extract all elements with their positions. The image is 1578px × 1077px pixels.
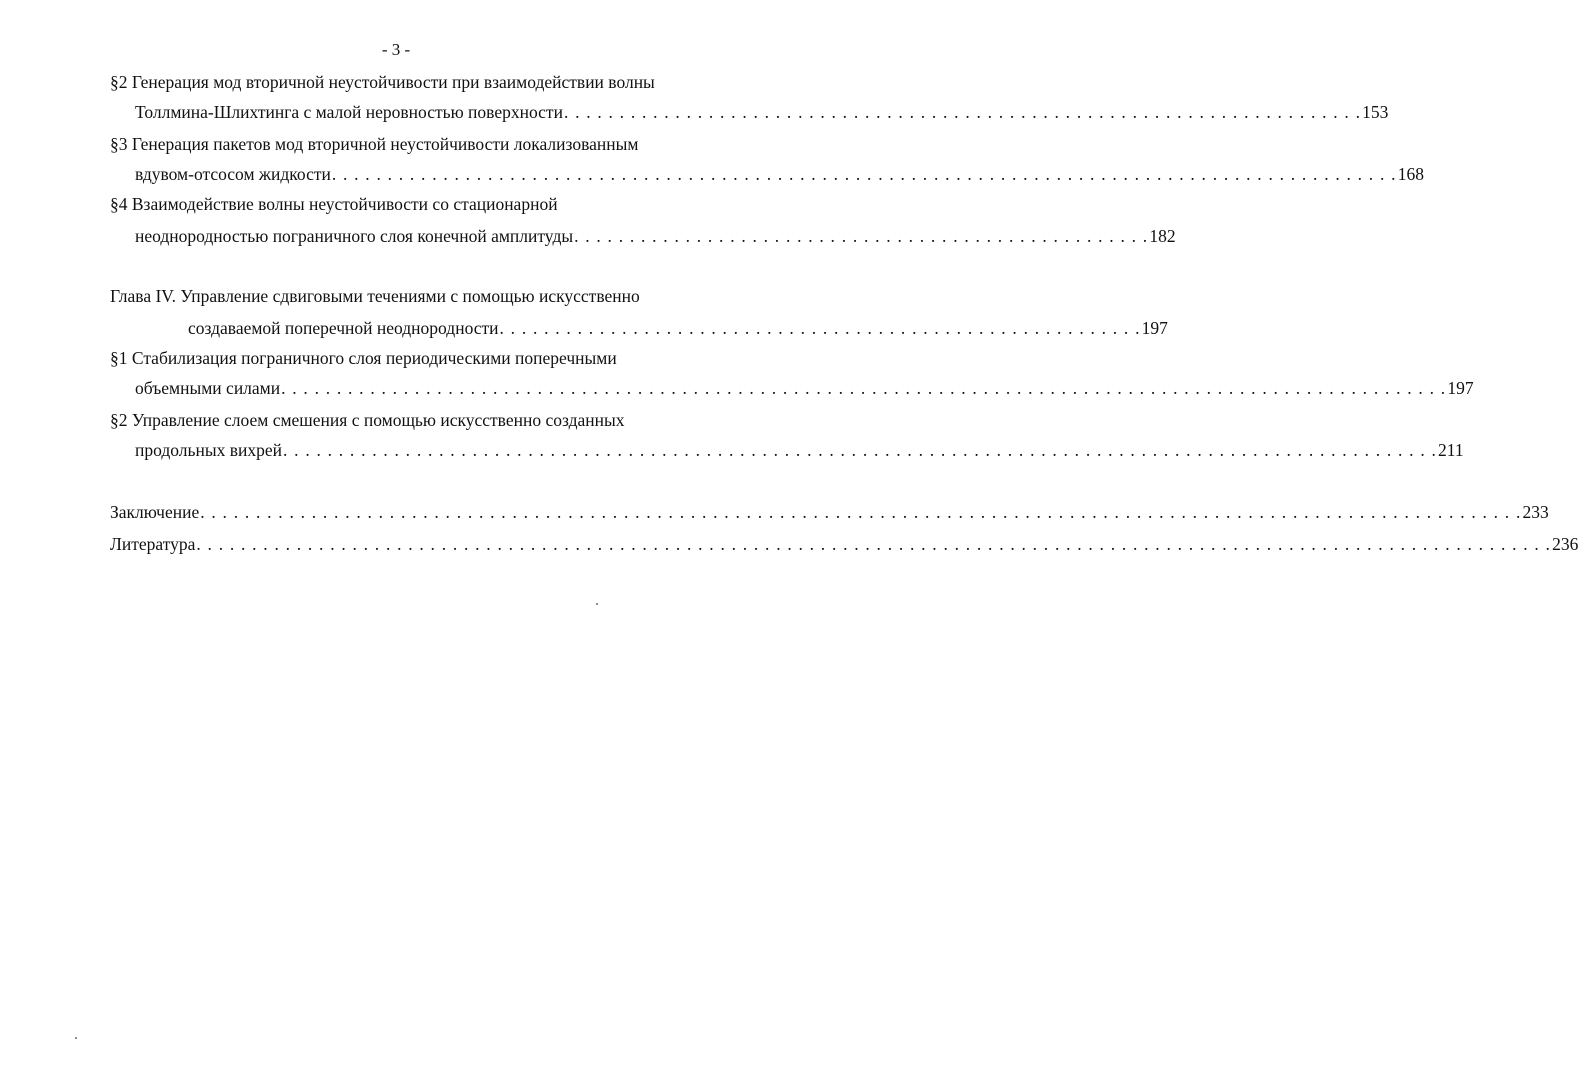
dot-leader: . . . . . . . . . . . . . . . . . . . . . . . . . . . . . . . . . . . . . . . . . . . . . . . . . . . . <box>574 226 1149 246</box>
toc-entry-page: 211 <box>1438 440 1464 460</box>
toc-entry-page: 168 <box>1397 164 1424 184</box>
dot-leader: . . . . . . . . . . . . . . . . . . . . . . . . . . . . . . . . . . . . . . . . . . . . . . . . . . . . . . . . . . . . . . . . . . . . . . . . . . . . . . . . . . . . . . . . . . . . . . . . . . . . . . . . . . . . . . . . . . . . . . . . . . <box>196 534 1552 554</box>
toc-entry-leader-line <box>135 438 1464 462</box>
toc-entry-page: 197 <box>1447 378 1474 398</box>
toc-entry-title-line: §4 Взаимодействие волны неустойчивости со стационарной <box>110 194 558 214</box>
toc-entry-title-line: §1 Стабилизация пограничного слоя периодическими поперечными <box>110 348 617 368</box>
toc-entry-leader-line <box>135 376 1474 400</box>
toc-entry-title-line: §2 Управление слоем смешения с помощью искусственно созданных <box>110 410 625 430</box>
toc-conclusion-title: Заключение <box>110 502 200 522</box>
toc-entry-leader-line <box>135 100 1389 124</box>
toc-entry-page: 233 <box>1522 502 1549 522</box>
toc-entry-title-line: §2 Генерация мод вторичной неустойчивости при взаимодействии волны <box>110 72 655 92</box>
dot-leader: . . . . . . . . . . . . . . . . . . . . . . . . . . . . . . . . . . . . . . . . . . . . . . . . . . . . . . . . . . . . . . . . . . . . . . . . . . . . . . . . . . . . . . . . . . . . . . . . <box>331 164 1397 184</box>
toc-entry-title-continuation: объемными силами <box>135 378 281 398</box>
toc-chapter-leader-line <box>188 316 1168 340</box>
page-number: - 3 - <box>381 40 411 59</box>
toc-entry-page: 182 <box>1149 226 1176 246</box>
dot-leader: . . . . . . . . . . . . . . . . . . . . . . . . . . . . . . . . . . . . . . . . . . . . . . . . . . . . . . . . . . . . . . . . . . . . . . . . . . . . . . . . . . . . . . . . . . . . . . . . . . . . . . . . . <box>281 378 1447 398</box>
toc-conclusion-line <box>110 500 1549 524</box>
toc-entry-title-continuation: продольных вихрей <box>135 440 283 460</box>
toc-entry-leader-line <box>135 162 1424 186</box>
dot-leader: . . . . . . . . . . . . . . . . . . . . . . . . . . . . . . . . . . . . . . . . . . . . . . . . . . . . . . . . . . <box>499 318 1141 338</box>
toc-entry-title-continuation: Толлмина-Шлихтинга с малой неровностью поверхности <box>135 102 563 122</box>
toc-literature-title: Литература <box>110 534 196 554</box>
toc-entry-page: 236 <box>1552 534 1578 554</box>
dot-leader: . . . . . . . . . . . . . . . . . . . . . . . . . . . . . . . . . . . . . . . . . . . . . . . . . . . . . . . . . . . . . . . . . . . . . . . . . . . . . . . . . . . . . . . . . . . . . . . . . . . . . . . . . . . . . . . . . . . . . . . <box>200 502 1522 522</box>
scan-speck <box>75 1037 77 1039</box>
toc-entry-title-line: §3 Генерация пакетов мод вторичной неустойчивости локализованным <box>110 134 639 154</box>
toc-entry-page: 197 <box>1141 318 1168 338</box>
dot-leader: . . . . . . . . . . . . . . . . . . . . . . . . . . . . . . . . . . . . . . . . . . . . . . . . . . . . . . . . . . . . . . . . . . . . . . . . <box>563 102 1362 122</box>
toc-entry-leader-line <box>135 224 1176 248</box>
toc-entry-title-continuation: вдувом-отсосом жидкости <box>135 164 331 184</box>
toc-chapter-title-continuation: создаваемой поперечной неоднородности <box>188 318 499 338</box>
toc-entry-title-continuation: неоднородностью пограничного слоя конечной амплитуды <box>135 226 574 246</box>
dot-leader: . . . . . . . . . . . . . . . . . . . . . . . . . . . . . . . . . . . . . . . . . . . . . . . . . . . . . . . . . . . . . . . . . . . . . . . . . . . . . . . . . . . . . . . . . . . . . . . . . . . . . . . . <box>283 440 1438 460</box>
scan-speck <box>596 603 598 605</box>
toc-literature-line <box>110 532 1578 556</box>
toc-chapter-title-line: Глава IV. Управление сдвиговыми течениями с помощью искусственно <box>110 286 640 306</box>
toc-entry-page: 153 <box>1362 102 1389 122</box>
